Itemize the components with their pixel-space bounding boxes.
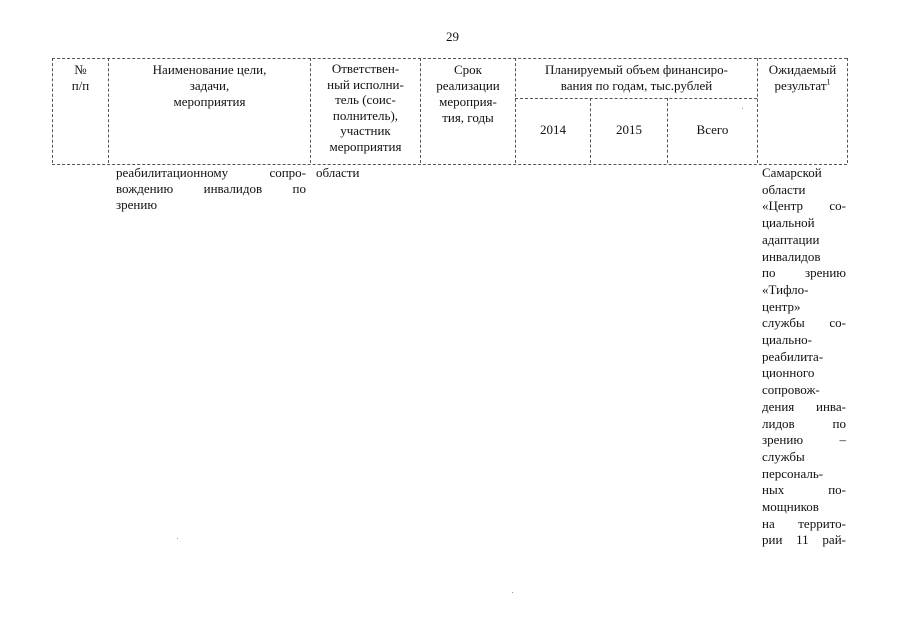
text-line: инвалидов (762, 248, 821, 264)
text-line: на террито- (762, 515, 846, 531)
row-result-cell (762, 165, 846, 549)
text-line: рии 11 рай- (762, 532, 846, 548)
header-financing: Планируемый объем финансиро- вания по годам, тыс.рублей (544, 62, 729, 93)
text-line: службы со- (762, 315, 846, 331)
text-line: «Центр со- (762, 198, 846, 214)
text-line: ных по- (762, 482, 846, 498)
text-line: «Тифло- (762, 281, 809, 297)
scan-speck (512, 592, 513, 593)
row-name-cell (116, 165, 306, 213)
header-total: Всего (696, 122, 729, 137)
text-line: области (762, 181, 806, 197)
text-line: лидов по (762, 415, 846, 431)
text-line: ционного (762, 365, 815, 381)
text-line: сопровож- (762, 382, 820, 398)
header-year-2014: 2014 (540, 122, 566, 137)
header-year-2015: 2015 (616, 122, 642, 137)
text-line: по зрению (762, 265, 846, 281)
row-responsible-cell: области (316, 165, 360, 180)
text-line: адаптации (762, 231, 820, 247)
text-line: циальной (762, 215, 815, 231)
page-number: 29 (446, 29, 459, 44)
header-result: Ожидаемый результат$^1$ (768, 62, 837, 93)
header-responsible: Ответствен- ный исполни- тель (соис- полнитель), участник мероприятия (327, 61, 404, 154)
text-line: Самарской (762, 165, 822, 180)
text-line: вождению инвалидов по (116, 181, 306, 196)
scan-speck (177, 538, 178, 539)
text-line: службы (762, 448, 805, 464)
scan-speck (742, 108, 743, 109)
text-line: центр» (762, 298, 801, 314)
text-line: зрению (116, 197, 158, 212)
table-border-right (847, 58, 848, 163)
text-line: реабилита- (762, 348, 824, 364)
text-line: персональ- (762, 465, 824, 481)
text-line: зрению – (762, 432, 846, 448)
text-line: циально- (762, 332, 813, 348)
header-name: Наименование цели, задачи, мероприятия (152, 62, 267, 109)
text-line: мощников (762, 499, 819, 515)
header-term: Срок реализации мероприя- тия, годы (436, 62, 500, 125)
footnote-marker: 1 (826, 77, 831, 87)
text-line: реабилитационному сопро- (116, 165, 306, 180)
financing-subheader-divider (515, 98, 757, 99)
header-number: № п/п (71, 62, 90, 93)
text-line: дения инва- (762, 398, 846, 414)
